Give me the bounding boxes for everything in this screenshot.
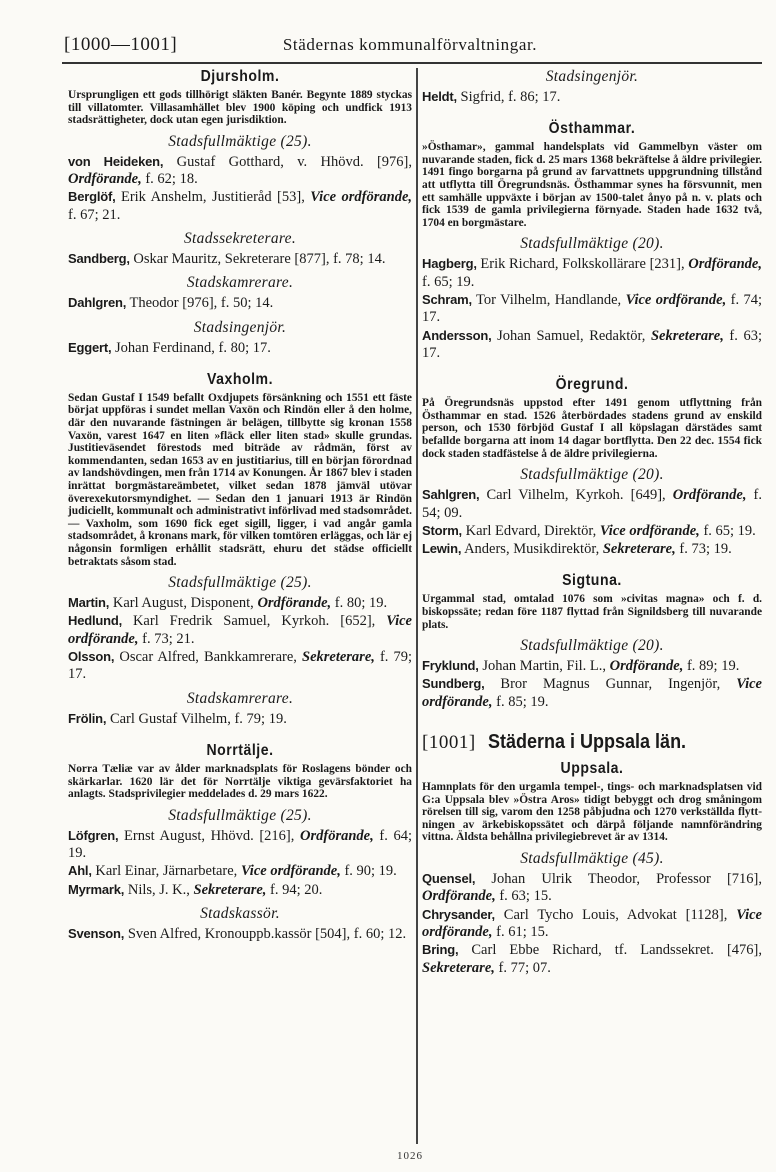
right-column bbox=[422, 68, 762, 977]
person-details: Gustaf Gotthard, v. Hhövd. [976], bbox=[163, 153, 412, 170]
person-dates: f. 89; 19. bbox=[683, 658, 740, 675]
page-header bbox=[60, 34, 760, 58]
person-name: Sahlgren, bbox=[422, 487, 480, 503]
person-dates: f. 63; 15. bbox=[495, 888, 552, 905]
person-details: Karl Einar, Järnarbetare, bbox=[91, 863, 241, 880]
person-role: Vice ordförande, bbox=[422, 906, 762, 940]
person-role: Ordförande, bbox=[422, 888, 496, 905]
person-name: Bring, bbox=[422, 942, 459, 958]
person-details: Ernst August, Hhövd. [216], bbox=[118, 827, 301, 844]
role-heading: Stadsfullmäktige (20). bbox=[520, 235, 664, 253]
person-entry bbox=[422, 657, 762, 675]
person-details: Theodor [976], f. 50; 14. bbox=[126, 295, 274, 312]
city-oregrund bbox=[422, 376, 762, 558]
person-entry bbox=[422, 88, 762, 106]
city-intro: »Östhamar», gammal handelsplats vid Gammelbyn väster om nuvarande staden, fick d. 25 mars 1368 bekräftelse å äldre privilegier. 1491 fingo borgarna på grund av farvattnets uppgrundning tillstånd att utflytta till Öregrundsnäs. Östhammar synes ha försvunnit, men ett samhälle uppväxte i början av 1500-talet ånyo på n. v. plats och fick 1539 de gamla privilegierna förnyade. Staden hade 1632 två, 1704 en borgmästare. bbox=[422, 141, 762, 229]
person-name: Schram, bbox=[422, 292, 472, 308]
person-name: Myrmark, bbox=[68, 881, 125, 897]
city-heading: Norrtälje. bbox=[206, 741, 274, 759]
person-name: Ahl, bbox=[68, 863, 92, 879]
person-role: Ordförande, bbox=[300, 827, 374, 844]
section-number: [1001] bbox=[422, 732, 476, 754]
person-dates: f. 65; 19. bbox=[422, 273, 475, 290]
person-role: Vice ordförande, bbox=[240, 863, 341, 880]
role-heading: Stadskassör. bbox=[200, 904, 280, 922]
person-role: Vice ordförande, bbox=[625, 292, 727, 309]
person-entry bbox=[68, 862, 412, 880]
person-details: Karl Fredrik Samuel, Kyrkoh. [652], bbox=[122, 613, 387, 630]
city-intro: Urgammal stad, omtalad 1076 som »civitas magna» och f. d. biskopssäte; redan före 1187 flyttad från Signildsberg till nuvarande plats. bbox=[422, 593, 762, 631]
city-norrtalje bbox=[68, 742, 412, 943]
role-heading: Stadskamrerare. bbox=[186, 689, 294, 707]
role-heading: Stadsfullmäktige (20). bbox=[520, 637, 664, 655]
person-details: Carl Vilhelm, Kyrkoh. [649], bbox=[479, 487, 673, 504]
person-entry bbox=[422, 941, 762, 977]
person-entry bbox=[68, 250, 412, 268]
person-dates: f. 94; 20. bbox=[266, 881, 323, 898]
person-name: Dahlgren, bbox=[68, 295, 127, 311]
person-name: Svenson, bbox=[68, 925, 125, 941]
city-heading: Djursholm. bbox=[200, 68, 280, 85]
person-dates: f. 74; 17. bbox=[422, 292, 762, 326]
person-name: Hedlund, bbox=[68, 613, 123, 629]
city-sigtuna bbox=[422, 572, 762, 711]
person-details: Anders, Musikdirektör, bbox=[461, 541, 603, 558]
role-heading: Stadskamrerare. bbox=[186, 274, 294, 292]
city-intro: Ursprungligen ett gods tillhörigt släkten Banér. Begynte 1889 styckas till villatomter. Villasamhället blev 1900 köping och undfick 1913 stadsrättigheter, dock utan egen jurisdiktion. bbox=[68, 89, 412, 127]
person-role: Sekreterare, bbox=[650, 327, 724, 344]
person-details: Oscar Alfred, Bankkamrerare, bbox=[114, 649, 302, 666]
person-name: Lewin, bbox=[422, 541, 462, 557]
person-role: Vice ordförande, bbox=[310, 189, 413, 206]
role-heading: Stadsingenjör. bbox=[545, 68, 639, 85]
city-heading: Sigtuna. bbox=[562, 572, 622, 590]
role-heading: Stadsingenjör. bbox=[193, 318, 287, 336]
role-heading: Stadsfullmäktige (20). bbox=[520, 466, 664, 484]
person-entry bbox=[422, 255, 762, 291]
person-entry bbox=[68, 339, 412, 357]
person-dates: f. 61; 15. bbox=[492, 923, 549, 940]
person-name: Quensel, bbox=[422, 871, 476, 887]
person-dates: f. 54; 09. bbox=[422, 487, 762, 521]
person-dates: f. 85; 19. bbox=[492, 693, 549, 710]
person-dates: f. 67; 21. bbox=[68, 206, 121, 223]
person-name: Storm, bbox=[422, 522, 462, 538]
person-name: Fryklund, bbox=[422, 658, 479, 674]
person-entry bbox=[68, 612, 412, 648]
city-heading: Vaxholm. bbox=[206, 370, 274, 388]
person-dates: f. 64; 19. bbox=[68, 827, 412, 862]
person-role: Vice ordförande, bbox=[599, 522, 700, 539]
person-details: Erik Anshelm, Justitieråd [53], bbox=[115, 189, 311, 206]
person-role: Ordförande, bbox=[609, 658, 684, 675]
person-details: Johan Samuel, Redaktör, bbox=[491, 327, 651, 344]
person-dates: f. 90; 19. bbox=[340, 863, 397, 880]
person-role: Sekreterare, bbox=[193, 881, 267, 898]
role-heading: Stadssekreterare. bbox=[184, 229, 296, 247]
person-role: Ordförande, bbox=[672, 487, 747, 504]
person-dates: f. 65; 19. bbox=[699, 522, 756, 539]
person-entry bbox=[422, 675, 762, 711]
person-dates: f. 77; 07. bbox=[494, 959, 551, 976]
document-page bbox=[60, 0, 766, 1172]
role-heading: Stadsfullmäktige (45). bbox=[520, 850, 664, 868]
person-name: von Heideken, bbox=[68, 153, 164, 169]
person-details: Karl Edvard, Direktör, bbox=[461, 522, 600, 539]
person-details: Bror Magnus Gunnar, Ingenjör, bbox=[484, 676, 737, 693]
person-role: Ordförande, bbox=[68, 171, 142, 188]
person-entry bbox=[68, 710, 412, 728]
person-dates: f. 63; 17. bbox=[422, 327, 762, 361]
person-entry bbox=[68, 648, 412, 684]
city-heading: Uppsala. bbox=[560, 760, 624, 778]
person-details: Carl Tycho Louis, Advokat [1128], bbox=[494, 906, 737, 923]
person-entry bbox=[422, 327, 762, 363]
person-name: Eggert, bbox=[68, 339, 112, 355]
person-name: Sandberg, bbox=[68, 250, 130, 266]
person-entry bbox=[422, 486, 762, 522]
section-title: Städerna i Uppsala län. bbox=[487, 731, 686, 754]
city-vaxholm bbox=[68, 371, 412, 728]
left-column bbox=[68, 68, 412, 943]
person-entry bbox=[422, 522, 762, 540]
person-entry bbox=[422, 870, 762, 906]
person-name: Frölin, bbox=[68, 710, 107, 726]
person-details: Sven Alfred, Kronouppb.kassör [504], f. 60; 12. bbox=[124, 925, 407, 942]
person-entry bbox=[68, 188, 412, 224]
person-details: Sigfrid, f. 86; 17. bbox=[456, 89, 561, 105]
person-details: Nils, J. K., bbox=[124, 881, 194, 898]
person-dates: f. 73; 19. bbox=[675, 541, 732, 558]
person-details: Erik Richard, Folkskollärare [231], bbox=[476, 256, 689, 273]
person-details: Karl August, Disponent, bbox=[109, 595, 258, 612]
person-name: Chrysander, bbox=[422, 906, 495, 922]
person-details: Carl Ebbe Richard, tf. Landssekret. [476], bbox=[458, 942, 762, 959]
person-entry bbox=[68, 153, 412, 189]
person-name: Andersson, bbox=[422, 327, 492, 343]
person-entry bbox=[68, 925, 412, 943]
djursholm-continued bbox=[422, 68, 762, 106]
person-entry bbox=[422, 906, 762, 942]
person-entry bbox=[68, 881, 412, 899]
column-divider bbox=[416, 68, 418, 1144]
city-djursholm bbox=[68, 68, 412, 357]
person-role: Vice ordförande, bbox=[68, 613, 412, 647]
role-heading: Stadsfullmäktige (25). bbox=[168, 806, 312, 824]
person-entry bbox=[68, 594, 412, 612]
person-role: Ordförande, bbox=[688, 256, 762, 273]
person-dates: f. 79; 17. bbox=[68, 649, 412, 683]
person-entry bbox=[422, 291, 762, 327]
person-role: Sekreterare, bbox=[302, 649, 375, 666]
header-rule bbox=[62, 62, 762, 64]
person-name: Heldt, bbox=[422, 89, 457, 104]
person-name: Hagberg, bbox=[422, 256, 477, 272]
city-intro: Norra Tæliæ var av ålder marknadsplats för Roslagens bönder och skärkarlar. 1620 lär det för Norrtälje viktiga gevärsfaktoriet ha anlagts. Stadsprivilegier meddelades d. 29 mars 1622. bbox=[68, 762, 412, 801]
person-role: Ordförande, bbox=[257, 595, 332, 612]
person-dates: f. 73; 21. bbox=[138, 630, 195, 647]
person-details: Johan Ferdinand, f. 80; 17. bbox=[111, 339, 271, 356]
city-heading: Östhammar. bbox=[548, 120, 636, 138]
person-details: Carl Gustaf Vilhelm, f. 79; 19. bbox=[106, 710, 287, 727]
person-role: Sekreterare, bbox=[602, 541, 676, 558]
person-dates: f. 80; 19. bbox=[331, 595, 388, 612]
person-details: Oskar Mauritz, Sekreterare [877], f. 78; 14. bbox=[129, 250, 386, 267]
person-name: Löfgren, bbox=[68, 827, 119, 843]
person-details: Johan Martin, Fil. L., bbox=[478, 658, 610, 675]
person-details: Johan Ulrik Theodor, Professor [716], bbox=[475, 871, 762, 888]
city-intro: På Öregrundsnäs uppstod efter 1491 genom utflyttning från Östhammar en stad. 1526 återbördades stadens grund av enskild person, och 1530 förbjöd Gustaf I all köpslagan därstädes samt befallde borgarna att inom 14 dagar bortflytta. Den 22 dec. 1554 fick dock staden stadfästelse å de äldre privilegierna. bbox=[422, 397, 762, 460]
city-intro: Sedan Gustaf I 1549 befallt Oxdjupets försänkning och 1551 ett fäste börjat uppföras i sundet mellan Vaxön och Rindön eller å den holme, där den nuvarande fästningen är belägen, tillbytte sig kronan 1558 Vaxön, varest 1647 en liten »fläck eller liten stad» skulle grundas. Justitieväsendet förestods med biträde av rådmän, först av kommendanten, sedan 1653 av en justitiarius, till en början förordnad av landshövdingen, men från 1714 av Konungen. År 1867 blev i staden inrättat borgmästareämbetet, vilket sedan 1878 jämväl utövar överexekutorsmyndighet. — Sedan den 1 januari 1913 är Rindön judiciellt, kommunalt och administrativt införlivad med stadsområdet. — Vaxholm, som 1690 fick eget sigill, ligger, i vad angår gamla stadsområdet, å kronans mark, för vilken tomtören erläggas, och lär ej någonsin formligen erhållit stadsrätt, ehuru det städse officiellt betraktats såsom stad. bbox=[68, 391, 412, 568]
person-role: Vice ordförande, bbox=[422, 676, 762, 710]
person-dates: f. 62; 18. bbox=[141, 171, 198, 188]
role-heading: Stadsfullmäktige (25). bbox=[168, 132, 312, 150]
role-heading: Stadsfullmäktige (25). bbox=[168, 574, 312, 592]
person-name: Berglöf, bbox=[68, 189, 116, 205]
page-range: [1000—1001] bbox=[64, 34, 178, 55]
city-intro: Hamnplats för den urgamla tempel-, tings- och marknadsplatsen vid G:a Uppsala blev »Östra Aros» tidigt bebyggt och drog småningom rörelsen till sig, varom den 1258 påbjudna och 1270 verkställda flyttningen av ärkebiskopssätet och därpå följande namnförändring vittna. Äldsta behållna privilegiebrevet är av 1314. bbox=[422, 781, 762, 844]
city-uppsala bbox=[422, 760, 762, 977]
city-heading: Öregrund. bbox=[555, 376, 629, 394]
person-name: Martin, bbox=[68, 595, 110, 611]
city-osthammar bbox=[422, 120, 762, 362]
section-heading bbox=[422, 731, 762, 754]
person-entry bbox=[68, 827, 412, 863]
person-details: Tor Vilhelm, Handlande, bbox=[471, 292, 626, 309]
person-name: Olsson, bbox=[68, 649, 115, 665]
person-entry bbox=[422, 540, 762, 558]
page-number: 1026 bbox=[397, 1150, 423, 1162]
person-entry bbox=[68, 294, 412, 312]
person-name: Sundberg, bbox=[422, 676, 485, 692]
person-role: Sekreterare, bbox=[422, 959, 495, 976]
running-title: Städernas kommunalförvaltningar. bbox=[282, 35, 538, 54]
